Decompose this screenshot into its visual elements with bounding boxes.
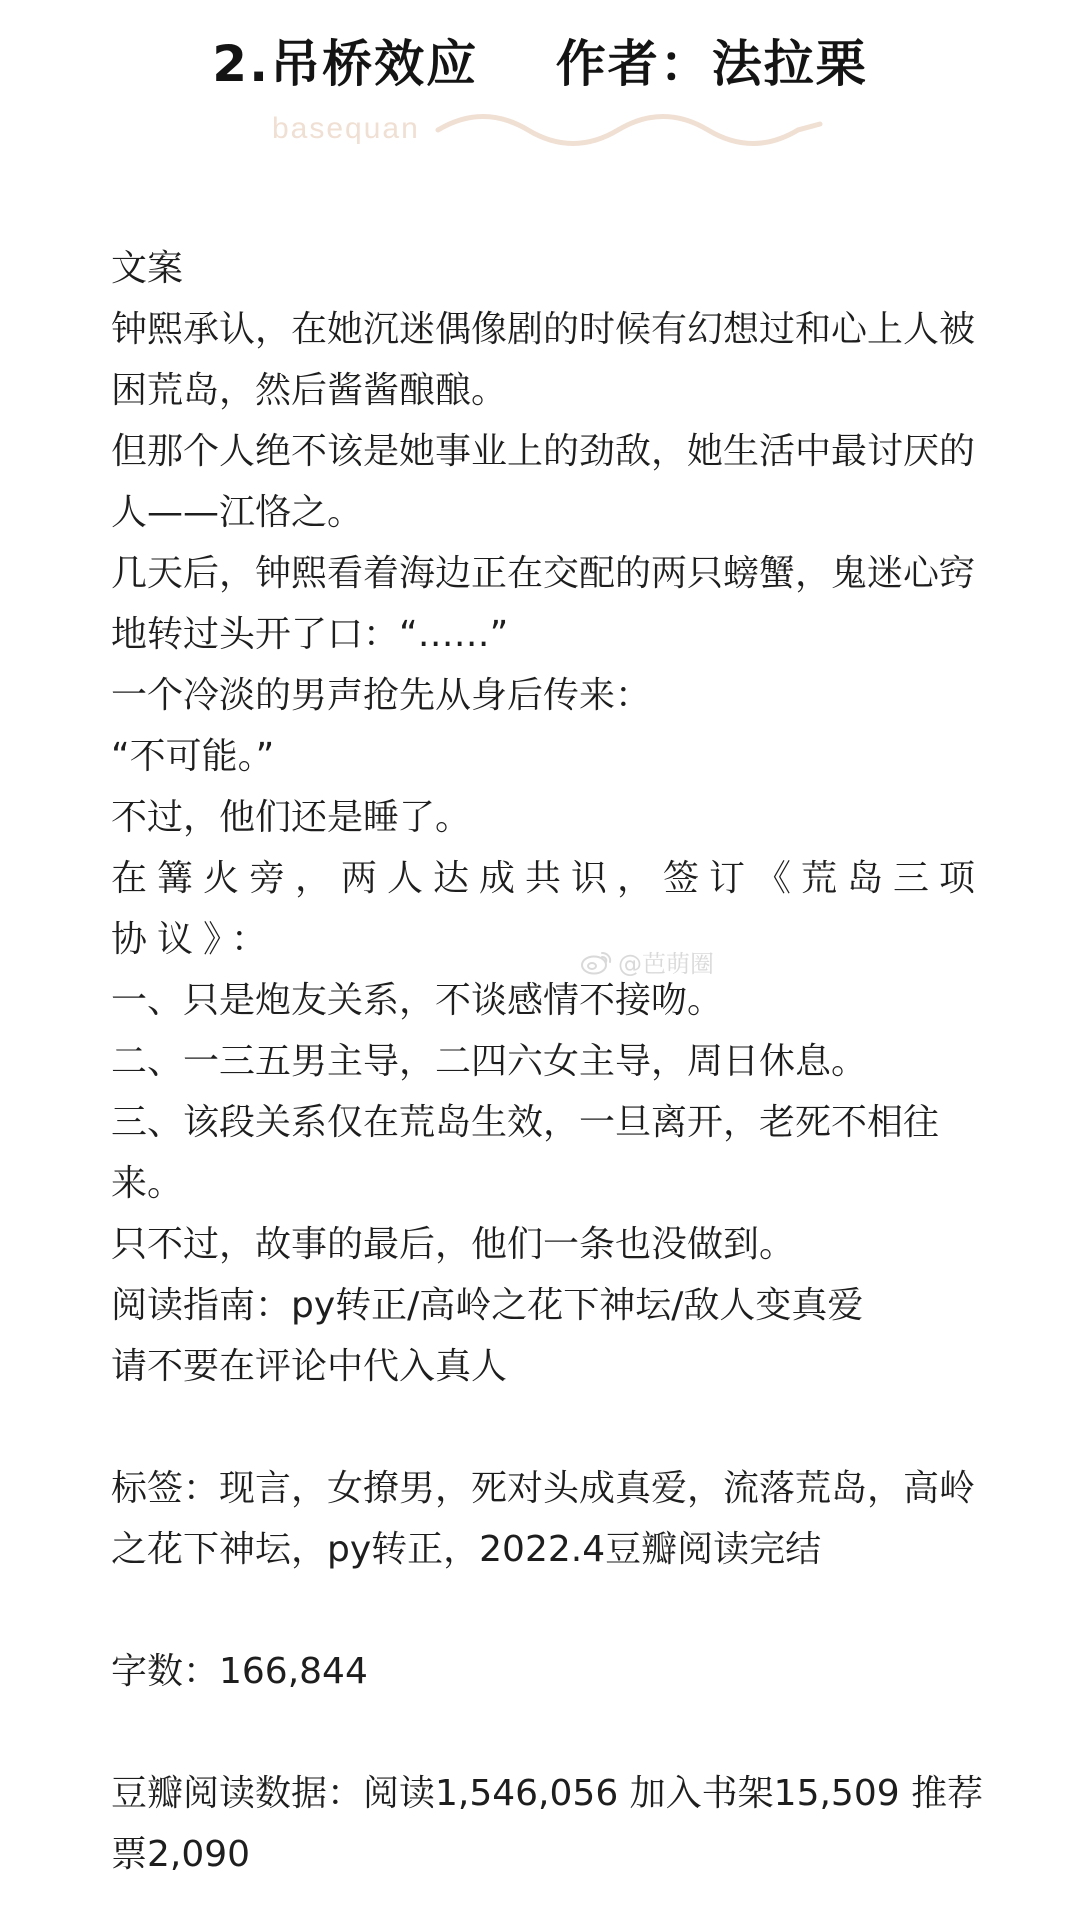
spacer bbox=[111, 1702, 991, 1763]
spacer bbox=[111, 1397, 991, 1458]
synopsis-line: 不过，他们还是睡了。 bbox=[111, 797, 472, 838]
synopsis-line: 在篝火旁，两人达成共识，签订《荒岛三项协议》： bbox=[111, 858, 986, 960]
synopsis-line: 只不过，故事的最后，他们一条也没做到。 bbox=[111, 1224, 796, 1265]
synopsis-line: 几天后，钟熙看着海边正在交配的两只螃蟹，鬼迷心窍地转过头开了口：“……” bbox=[111, 553, 976, 655]
header bbox=[0, 24, 1080, 96]
page-title: 2.吊桥效应 作者：法拉栗 bbox=[212, 35, 868, 93]
word-count-text: 字数：166,844 bbox=[111, 1651, 368, 1692]
wave-decoration-icon bbox=[428, 108, 828, 152]
douban-stats-text: 豆瓣阅读数据：阅读1,546,056 加入书架15,509 推荐票2,090 bbox=[111, 1773, 984, 1875]
synopsis-line: 二、一三五男主导，二四六女主导，周日休息。 bbox=[111, 1041, 868, 1082]
synopsis-line: “不可能。” bbox=[111, 736, 275, 777]
synopsis-heading: 文案 bbox=[111, 248, 184, 289]
brand-label: basequan bbox=[272, 112, 420, 145]
spacer bbox=[111, 1580, 991, 1641]
synopsis-line: 请不要在评论中代入真人 bbox=[111, 1346, 508, 1387]
weibo-icon bbox=[580, 948, 614, 976]
synopsis-line: 一个冷淡的男声抢先从身后传来： bbox=[111, 675, 652, 716]
synopsis-line: 但那个人绝不该是她事业上的劲敌，她生活中最讨厌的人——江恪之。 bbox=[111, 431, 976, 533]
brand-row bbox=[268, 108, 828, 152]
tags-text: 标签：现言，女撩男，死对头成真爱，流落荒岛，高岭之花下神坛，py转正，2022.4豆瓣阅读完结 bbox=[111, 1468, 976, 1570]
top-strip bbox=[0, 0, 1080, 14]
content bbox=[111, 238, 991, 1885]
synopsis-line: 钟熙承认，在她沉迷偶像剧的时候有幻想过和心上人被困荒岛，然后酱酱酿酿。 bbox=[111, 309, 976, 411]
watermark bbox=[580, 944, 714, 979]
synopsis-line: 三、该段关系仅在荒岛生效，一旦离开，老死不相往来。 bbox=[111, 1102, 940, 1204]
synopsis-line: 一、只是炮友关系，不谈感情不接吻。 bbox=[111, 980, 724, 1021]
watermark-text: @芭萌圈 bbox=[618, 950, 714, 978]
synopsis-line: 阅读指南：py转正/高岭之花下神坛/敌人变真爱 bbox=[111, 1285, 864, 1326]
